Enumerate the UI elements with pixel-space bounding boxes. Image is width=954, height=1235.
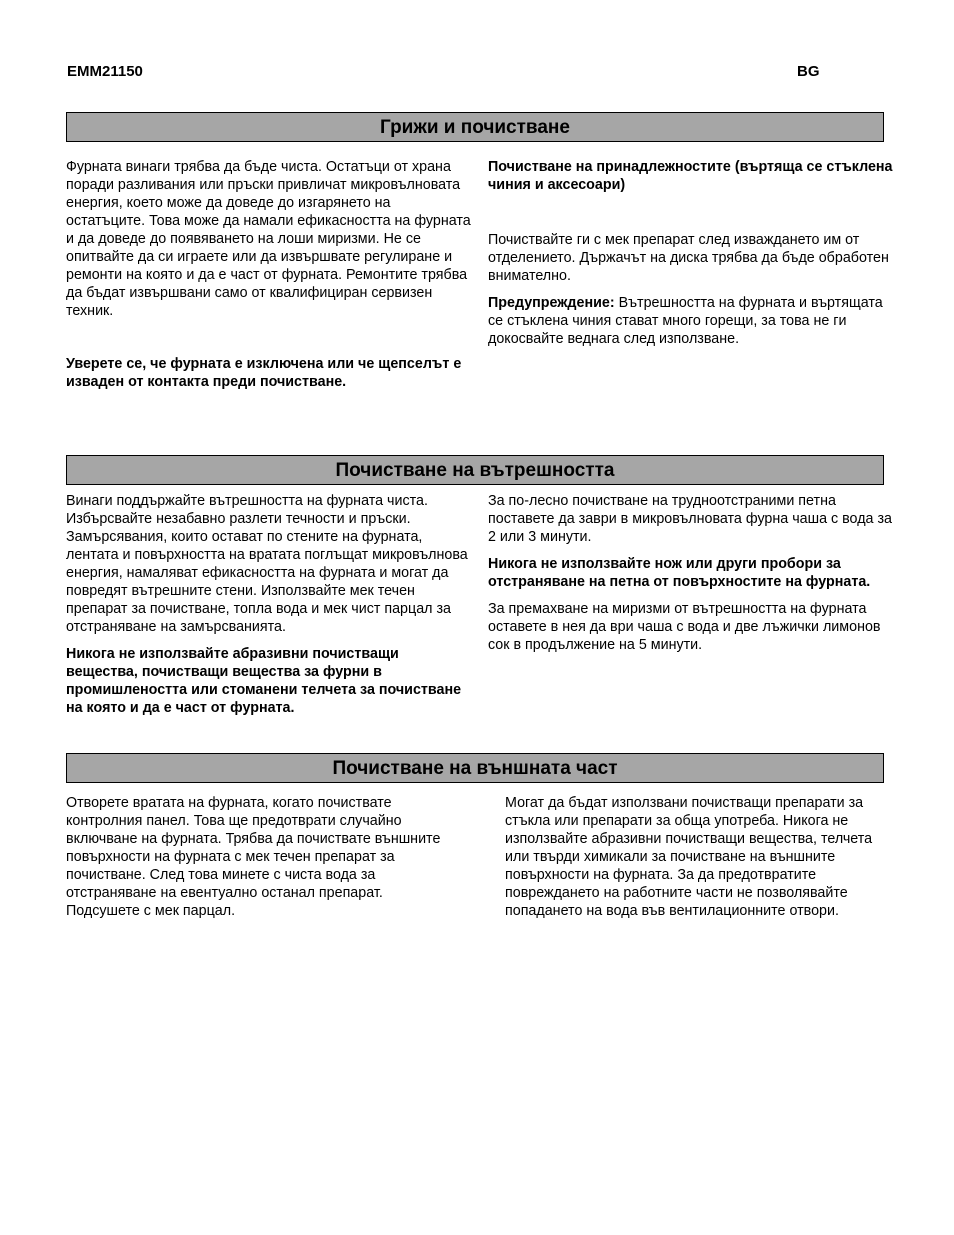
section3-left-column bbox=[66, 794, 451, 929]
section-title-care-cleaning: Грижи и почистване bbox=[66, 112, 884, 142]
warning-text: Вътрешността на фурната и въртящата се стъклена чиния стават много горещи, за това не ги докосвайте веднага след използване. bbox=[488, 295, 883, 347]
accessories-paragraph: Почиствайте ги с мек препарат след изваждането им от отделението. Държачът на диска трябва да бъде обработен внимателно. bbox=[488, 232, 889, 284]
language-code: BG bbox=[797, 63, 820, 80]
section1-right-column bbox=[488, 158, 893, 357]
abrasive-warning: Никога не използвайте абразивни почистващи вещества, почистващи вещества за фурни в промишлеността или стоманени телчета за почистване на която и да е част от фурната. bbox=[66, 646, 462, 716]
section1-left-paragraph: Фурната винаги трябва да бъде чиста. Остатъци от храна поради разливания или пръски привличат микровълновата енергия, което може да доведе до изгарянето на остатъците. Това може да намали ефикасността на фурната и да доведе до появяването на лоши миризми. Не се опитвайте да си играете или да извършвате регулиране и ремонти на която и да е част от фурната. Ремонтите трябва да бъдат извършвани само от квалифициран сервизен техник. bbox=[66, 159, 471, 319]
section3-right-column bbox=[505, 794, 890, 929]
detergents-paragraph: Могат да бъдат използвани почистващи препарати за стъкла или препарати за обща употреба. Никога не използвайте абразивни почистващи вещества, телчета или твърди химикали за почистване на външните повърхности на фурната. За да предотвратите повреждането на работните части не позволявайте попадането на вода във вентилационните отвори. bbox=[505, 795, 873, 919]
section-title-interior-cleaning: Почистване на вътрешността bbox=[66, 455, 884, 485]
section2-right-column bbox=[488, 492, 893, 663]
warning-paragraph bbox=[488, 294, 893, 348]
section1-unplug-notice: Уверете се, че фурната е изключена или че щепселът е изваден от контакта преди почистване. bbox=[66, 356, 462, 390]
knife-warning: Никога не използвайте нож или други пробори за отстраняване на петна от повърхностите на фурната. bbox=[488, 556, 871, 590]
section2-left-column bbox=[66, 492, 471, 726]
warning-label: Предупреждение: bbox=[488, 295, 615, 311]
accessories-heading: Почистване на принадлежностите (въртяща се стъклена чиния и аксесоари) bbox=[488, 159, 893, 193]
interior-paragraph: Винаги поддържайте вътрешността на фурната чиста. Избърсвайте незабавно разлети течности и пръски. Замърсявания, които остават по стените на фурната, лентата и повърхността на вратата поглъщат микровълнова енергия, намаляват ефикасността на фурната и могат да повредят вътрешните стени. Използвайте мек течен препарат за почистване, топла вода и мек чист парцал за отстраняване на замърсванията. bbox=[66, 493, 468, 635]
odors-paragraph: За премахване на миризми от вътрешността на фурната оставете в нея да ври чаша с вода и две лъжички лимонов сок в продължение на 5 минути. bbox=[488, 601, 881, 653]
section1-left-column bbox=[66, 158, 471, 400]
section-title-exterior-cleaning: Почистване на външната част bbox=[66, 753, 884, 783]
model-number: EMM21150 bbox=[67, 63, 143, 80]
exterior-paragraph: Отворете вратата на фурната, когато почиствате контролния панел. Това ще предотврати случайно включване на фурната. Трябва да почиствате външните повърхности на фурната с мек течен препарат за почистване. След това минете с чиста вода за отстраняване на евентуално останал препарат. Подсушете с мек парцал. bbox=[66, 795, 441, 919]
stains-paragraph: За по-лесно почистване на трудноотстраними петна поставете да заври в микровълновата фурна чаша с вода за 2 или 3 минути. bbox=[488, 493, 892, 545]
